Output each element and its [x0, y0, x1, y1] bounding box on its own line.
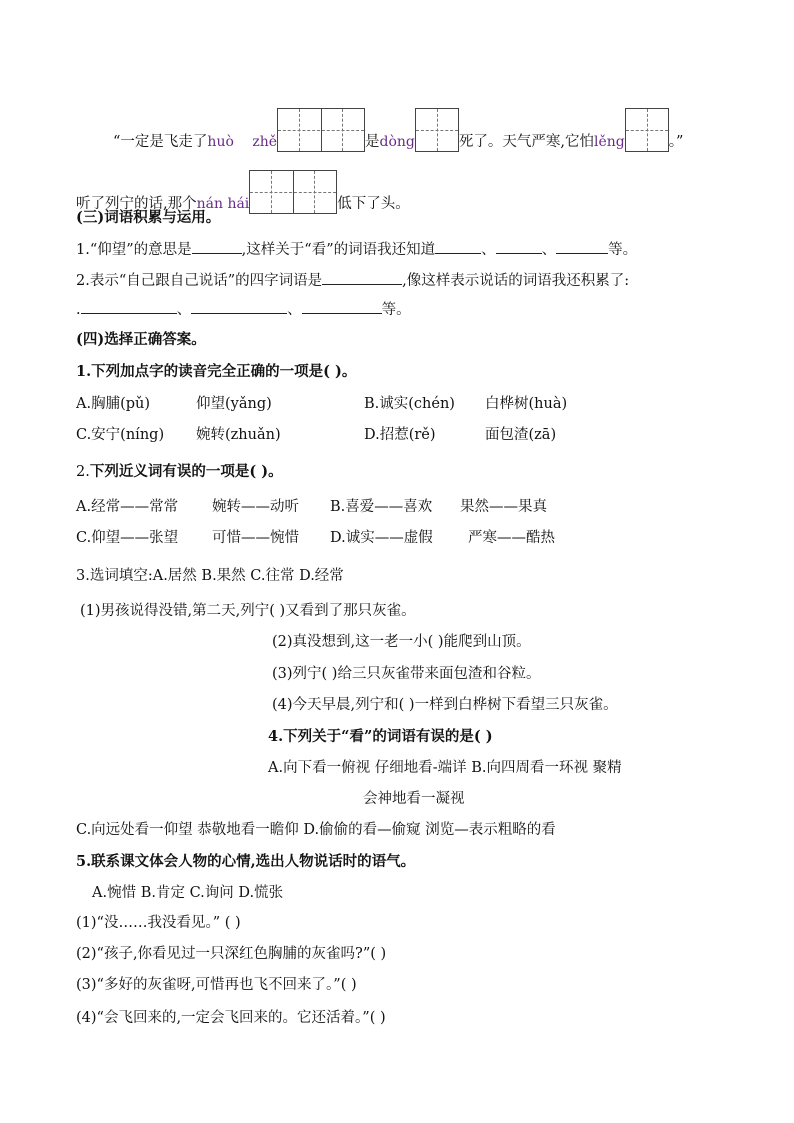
q3-item-1[interactable]: (1)男孩说得没错,第二天,列宁( )又看到了那只灰雀。 [80, 603, 416, 619]
sentence-fill-line-1 [113, 108, 683, 152]
text: 死了。天气严寒,它怕 [458, 134, 594, 150]
text: 是 [365, 134, 380, 150]
q1-option-b2: 白桦树(huà) [485, 396, 568, 412]
q2-option-d1[interactable]: D.诚实——虚假 [330, 530, 433, 546]
section-4-title: (四)选择正确答案。 [76, 331, 206, 348]
text: 、 [541, 242, 557, 258]
text: 1.“仰望”的意思是 [76, 242, 192, 258]
text: 2.表示“自己跟自己说话”的四字词语是 [76, 273, 323, 289]
text: 。” [668, 134, 684, 150]
character-grid-box-2[interactable] [249, 170, 337, 214]
q1-option-a2: 仰望(yǎng) [196, 396, 272, 412]
s3-question-2 [76, 270, 629, 291]
q2-option-a2: 婉转——动听 [212, 499, 299, 515]
answer-blank[interactable] [191, 299, 287, 314]
text: 等。 [608, 242, 638, 258]
q2-stem: 下列近义词有误的一项是( )。 [89, 463, 283, 480]
q2-stem-line [76, 462, 283, 482]
pinyin-leng: lěng [594, 134, 625, 150]
text: 、 [481, 242, 496, 258]
q1-option-c2: 婉转(zhuǎn) [196, 427, 281, 443]
q1-option-d2: 面包渣(zā) [485, 427, 557, 443]
q5-item-2[interactable]: (2)“孩子,你看见过一只深红色胸脯的灰雀吗?”( ) [76, 946, 387, 962]
text: 低下了头。 [337, 196, 410, 212]
text: 等。 [381, 302, 411, 318]
q1-option-a1[interactable]: A.胸脯(pǔ) [76, 396, 151, 412]
text: 、 [176, 302, 192, 318]
q2-option-c2: 可惜——惋惜 [212, 530, 299, 546]
q5-item-1[interactable]: (1)“没……我没看见。” ( ) [76, 915, 241, 931]
answer-blank[interactable] [322, 270, 402, 285]
q5-options[interactable]: A.惋惜 B.肯定 C.询问 D.慌张 [92, 885, 284, 901]
text: “一定是飞走了 [113, 134, 208, 150]
q2-option-b2: 果然——果真 [460, 499, 547, 515]
text: 、 [287, 302, 302, 318]
q5-stem: 5.联系课文体会人物的心情,选出人物说话时的语气。 [76, 853, 416, 870]
pinyin-huo: huò [207, 134, 234, 150]
character-grid-box-2[interactable] [277, 108, 365, 152]
answer-blank[interactable] [302, 299, 382, 314]
answer-blank[interactable] [496, 239, 542, 254]
q5-item-3[interactable]: (3)“多好的灰雀呀,可惜再也飞不回来了。”( ) [76, 977, 357, 993]
q1-stem: 1.下列加点字的读音完全正确的一项是( )。 [76, 363, 357, 380]
answer-blank[interactable] [556, 239, 608, 254]
q5-item-4[interactable]: (4)“会飞回来的,一定会飞回来的。它还活着。”( ) [76, 1010, 386, 1026]
text: ,这样关于“看”的词语我还知道 [241, 242, 436, 258]
q2-option-d2: 严寒——酷热 [468, 530, 555, 546]
q1-option-c1[interactable]: C.安宁(níng) [76, 427, 165, 443]
pinyin-dong: dòng [379, 134, 415, 150]
q4-line-3[interactable]: C.向远处看一仰望 恭敬地看一瞻仰 D.偷偷的看—偷窥 浏览—表示粗略的看 [76, 822, 556, 838]
q1-option-d1[interactable]: D.招惹(rě) [364, 427, 436, 443]
q3-number: 3. [76, 568, 90, 584]
s3-question-1 [76, 239, 637, 260]
answer-blank[interactable] [435, 239, 481, 254]
q2-option-c1[interactable]: C.仰望——张望 [76, 530, 179, 546]
q4-line-1[interactable]: A.向下看一俯视 仔细地看-端详 B.向四周看一环视 聚精 [268, 760, 622, 776]
s3-question-2-cont [76, 299, 411, 320]
q2-option-a1[interactable]: A.经常——常常 [76, 499, 179, 515]
q4-stem: 4.下列关于“看”的词语有误的是( ) [268, 728, 493, 745]
q3-item-3[interactable]: (3)列宁( )给三只灰雀带来面包渣和谷粒。 [272, 666, 541, 682]
text: ,像这样表示说话的词语我还积累了: [402, 273, 630, 289]
character-grid-box-1[interactable] [415, 108, 459, 152]
text: . [76, 302, 81, 318]
q3-item-2[interactable]: (2)真没想到,这一老一小( )能爬到山顶。 [272, 634, 531, 650]
q3-item-4[interactable]: (4)今天早晨,列宁和( )一样到白桦树下看望三只灰雀。 [272, 697, 618, 713]
character-grid-box-1[interactable] [625, 108, 669, 152]
pinyin-zhe: zhě [252, 134, 278, 150]
q2-number: 2. [76, 464, 90, 480]
section-3-title: (三)词语积累与运用。 [76, 209, 221, 226]
q3-stem-line [76, 566, 344, 586]
q1-option-b1[interactable]: B.诚实(chén) [364, 396, 455, 412]
answer-blank[interactable] [81, 299, 177, 314]
pinyin-nanhai: nán hái [196, 196, 250, 212]
answer-blank[interactable] [192, 239, 242, 254]
q2-option-b1[interactable]: B.喜爱——喜欢 [330, 499, 433, 515]
q4-line-2: 会神地看一凝视 [363, 791, 465, 807]
text: 听了列宁的话,那个 [76, 196, 197, 212]
q3-stem: 选词填空:A.居然 B.果然 C.往常 D.经常 [89, 568, 344, 584]
